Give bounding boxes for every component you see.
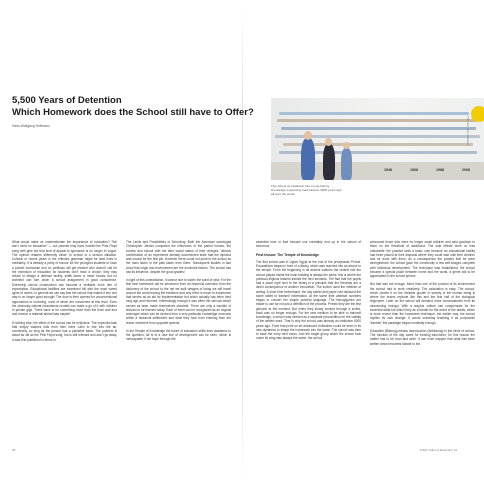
paragraph: But that was not enough. More than one of the product of its environment the school had to work creatively. The calculation is easy. The school, which carries it on the invisible growth in society of the human being is where the brains explode like this and the first half of the biological fingerprint. Later on the school will demand more circumstances from its descending entropy. With a surplus culture can compensate for the essential adds but which they as a breath for the world of the adults, which is more recent than the homework technique; the earlier way, the school implies its own change. It would someday teaching it as purposeful 'transfer' the paradigm began modestly enough.	[370, 282, 475, 325]
page-spine	[242, 0, 243, 484]
section-heading: First lesson: The Temple of Knowledge	[256, 252, 319, 257]
visitor-figure	[301, 138, 315, 180]
timeline-strip	[277, 119, 477, 122]
visitor-figure	[341, 148, 352, 180]
paragraph: In light of this contradiction, it cannot hurt to widen the point of view. For the first time homework will be structured from an historical overview, from the discovery of the school to the net we built designs of today we will travel around the world tracing the evidence and why there is much to experience that serves as an aid for implementation but which actually has been tried long ago and returned. Interestingly enough it was often the schools which served as laser made themselves obsolete. There are only a handful of lessons to be learned today. Each of them can be recognized as an original archetype which can be derived from a very particular knowledge economy within a historical settlement and what they took from entering from the lesser members from opposite speeds.	[126, 278, 231, 325]
timeline-strip	[279, 112, 469, 115]
paragraph: What would make us underestimate the importance of education? "We don't need no education" — our parents may have howled the Pink Floyd song with glee but that kind of appeal to ignorance is no longer in vogue. The opinion leaders differently value: to school is a serious situation. Cultural or recent years in the relevant grammar might be lead lines in mediately. It is already a party of honour for the youngest students to have a pocket curriculum and no politician will get elected who doesn't call for the extension of education for students don't have a choice; they may refuse to design a defense facility, sniffs faces or lower blocks; but no architect can turn down a school assignment in good conscience. Extremely school construction can become a veritable lion's den of expectation. Educational facilities are examined full with the most varied types of norms. In general we can say that the school that makes it into one way is no longer good enough! The door is then opened for unconventional approaches to nurturing, none of which are concerned at this level. Even the obviously natural educational models can make a go of it with children in private gigs. There have to be something more than the level and true and receive a material ahead was maybe!	[12, 240, 117, 317]
visitor-head	[325, 138, 332, 146]
year-label: 1968	[410, 168, 418, 172]
paragraph: In the Temple of Knowledge the future of education shifts from academic to the question. All is of a new line of development can be seen, which is inescapable, if we hope through the	[126, 328, 231, 342]
left-column-1	[12, 240, 117, 346]
year-label: 1988	[436, 168, 444, 172]
exhibition-photo	[271, 98, 484, 180]
author-name: Hans-Wolfgang Hoffmann	[12, 124, 50, 128]
visitor-head	[343, 142, 350, 149]
photo-caption: The school as institution has a long history, knowledge supporting transmission 3000 years ago all over the world.	[271, 184, 342, 196]
page-number-left: 30	[12, 448, 16, 452]
page-title: 5,500 Years of Detention	[12, 95, 122, 106]
page-number-right: 5,500 Years of Detention 31	[420, 448, 458, 452]
left-column-2	[126, 240, 231, 346]
paragraph: Education (Bildung) means reproduction (Abbildung) in the circle of school. The function of the day cares for existing structures; for this reason the matter has to be read and write. It can even happen that what has been written down becomes distant to the	[370, 328, 475, 346]
title-block	[12, 95, 262, 119]
paragraph: The Limits and Possibilities of Schooling. Both the American sociologist Christopher Jencks compared the influences of the parent homes, the society and school with the later social status of their charges. Various confirmation of an experience already documented state that the diploma was crucial for the first job. However there could not point to the school as the main factor in the path taken from there. Subsequent studies in fact show that origin and environment are the dominant factors. The school has lost its influence, despite the good grades!	[126, 240, 231, 274]
section-marker	[471, 106, 484, 122]
section-tab-label: Themen und Leitideen	[466, 116, 470, 146]
year-label: 1948	[384, 168, 392, 172]
paragraph: If nothing else, the effect of the school can be explosive. The expected task that simply washes kids from their mere Latin to rise into the air, conversely, so long as the person has a plausible basis. The problem is about as old as the Pink Floyd song, but is still relevant and won't go away. It was first published in terms in	[12, 320, 117, 342]
paragraph: welcomed those who were no longer small children and said goodbye to them on the threshold of adulthood. The side effects were no less noticeable: the passive seek a basic vote became an educational facility had been placed at their disposal where they could wait until their children and be done with them. As a consequence the powers that be were strengthened: the school gave the community a few self-images complete with individual development. The technique was established, the school became a special place between home and the world, a genre still to be appreciated in the school sphere.	[370, 240, 475, 278]
page-subtitle: Which Homework does the School still have to Offer?	[12, 107, 254, 118]
paragraph: essential hour in that forward one inevitably end up in the school of tomorrow.	[256, 240, 361, 249]
right-column-2	[370, 240, 475, 350]
visitor-head	[304, 131, 312, 140]
year-label: 2008	[462, 168, 470, 172]
right-column-1	[256, 240, 361, 345]
paragraph: The first school was in Upper Egypt at the end of the predynastic Period. Excavations began in front of a library, which was reached into an alcove to the temple. From the beginning in all ancient cultures the central role the school played inside the main building is always the same: this is where the political-religious leaders trained the next servants. The fact that the pupils had a place right next to the library is a principle that the theorists are a direct consequence of another innovation. The school used the medium of writing. A short time beforehand, the day earlier and paper had replaced the stone tablet to transmit information. At the same time abstract numbers began to convert the simple pictorial language. The hieroglyphics are easier to use for not just a definition of the process. Priests they are the first genuine at the moment. But when they slowly worked through a scribe, book was no longer enough. For the new medium to be able to transmit knowledge, a school was needed as a separate precondition for the validity of the written word. That is why the school was already an institution 5000 years ago. From that point on an advanced civilization could be seen in its new dynamics to shape the homework into the same. The school was then to ease the entry next hours. And the target group which the school took under its wing was always the same: the school	[256, 259, 361, 341]
visitor-figure	[323, 144, 335, 180]
timeline-strip	[281, 127, 476, 130]
